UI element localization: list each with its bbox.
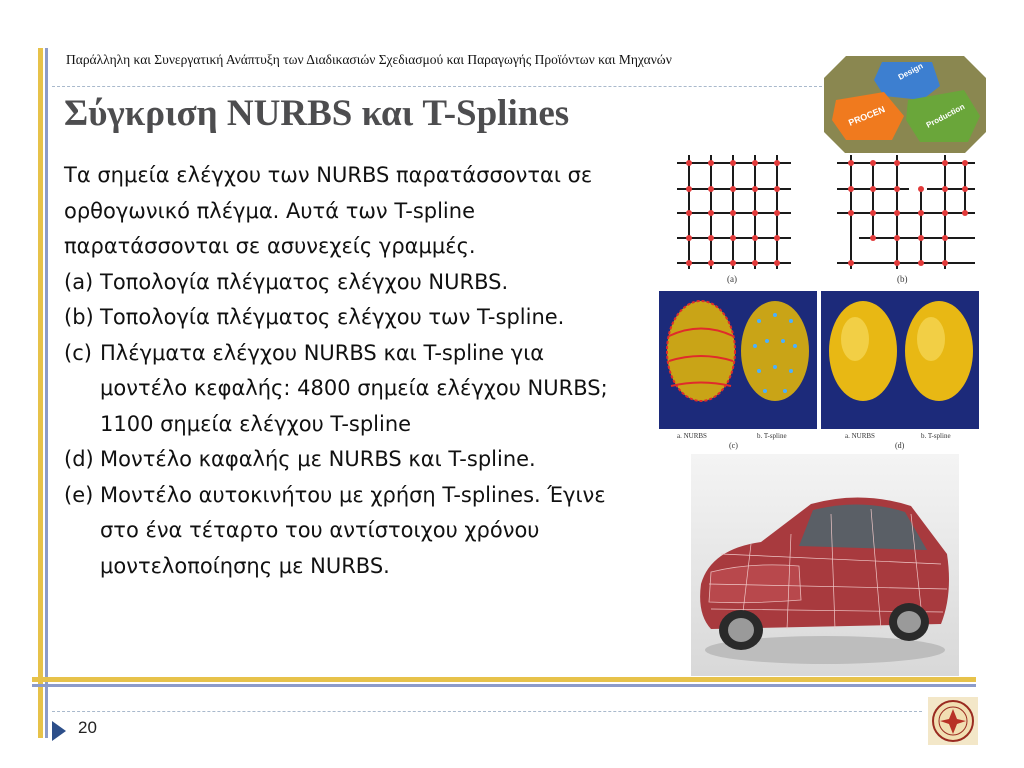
heads-d-caption: (d) bbox=[895, 441, 905, 450]
gear-design-label: Design bbox=[896, 61, 925, 82]
item-text: Μοντέλο καφαλής με NURBS και T-spline. bbox=[100, 447, 536, 471]
procen-logo bbox=[824, 56, 986, 154]
item-text: Τοπολογία πλέγματος ελέγχου NURBS. bbox=[100, 269, 509, 294]
next-slide-arrow-icon[interactable] bbox=[52, 721, 66, 741]
item-label: (d) bbox=[64, 447, 94, 471]
list-item bbox=[64, 300, 634, 336]
header-divider bbox=[52, 86, 822, 87]
left-accent-bar-blue bbox=[45, 48, 48, 738]
figure-car bbox=[691, 454, 959, 676]
list-item bbox=[64, 336, 634, 443]
heads-c-tspline-caption: b. T-spline bbox=[757, 432, 787, 440]
grid-b-lines bbox=[837, 155, 975, 269]
bottom-accent-bar-gold bbox=[32, 677, 976, 682]
intro-paragraph: Τα σημεία ελέγχου των NURBS παρατάσσονται σε ορθογωνικό πλέγμα. Αυτά των T-spline παρατάσσονται σε ασυνεχείς γραμμές. bbox=[64, 163, 593, 258]
university-seal bbox=[928, 697, 978, 745]
list-item bbox=[64, 265, 634, 301]
slide-body bbox=[64, 158, 634, 584]
page-number: 20 bbox=[78, 718, 97, 737]
item-label: (c) bbox=[64, 340, 92, 365]
grid-a-caption: (a) bbox=[727, 274, 737, 284]
gear-procen-label: PROCEN bbox=[847, 104, 887, 128]
figure-grids bbox=[659, 153, 979, 285]
item-label: (a) bbox=[64, 269, 94, 294]
slide-title: Σύγκριση NURBS και T-Splines bbox=[64, 93, 570, 134]
left-accent-bar-gold bbox=[38, 48, 43, 738]
figure-heads bbox=[659, 291, 979, 451]
footer-divider bbox=[52, 711, 922, 712]
gear-production-label: Production bbox=[924, 101, 967, 130]
heads-c-nurbs-caption: a. NURBS bbox=[677, 432, 707, 440]
course-header: Παράλληλη και Συνεργατική Ανάπτυξη των Διαδικασιών Σχεδιασμού και Παραγωγής Προϊόντων και Μηχανών bbox=[66, 52, 672, 67]
item-label: (e) bbox=[64, 482, 94, 507]
heads-d-nurbs-caption: a. NURBS bbox=[845, 432, 875, 440]
bottom-accent-bar-blue bbox=[32, 684, 976, 687]
item-text: Τοπολογία πλέγματος ελέγχου των T-spline. bbox=[100, 305, 565, 329]
heads-d-tspline-caption: b. T-spline bbox=[921, 432, 951, 440]
list-item bbox=[64, 478, 634, 585]
item-label: (b) bbox=[64, 305, 94, 329]
item-text: Μοντέλο αυτοκινήτου με χρήση T-splines. Έγινε στο ένα τέταρτο του αντίστοιχου χρόνου μοντελοποίησης με NURBS. bbox=[100, 482, 606, 578]
heads-c-caption: (c) bbox=[729, 441, 738, 450]
grid-b-caption: (b) bbox=[897, 274, 908, 284]
item-text: Πλέγματα ελέγχου NURBS και T-spline για μοντέλο κεφαλής: 4800 σημεία ελέγχου NURBS; 1100 σημεία ελέγχου T-spline bbox=[100, 340, 608, 436]
list-item bbox=[64, 442, 634, 478]
